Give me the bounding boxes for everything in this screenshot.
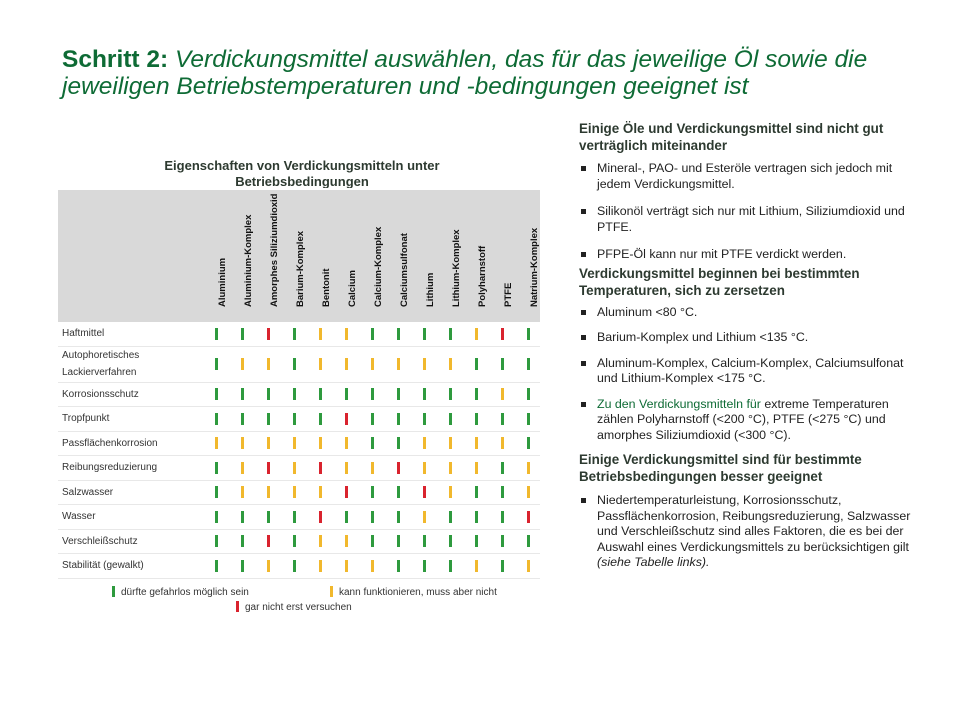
rating-mark bbox=[475, 328, 478, 340]
column-header-label: Calcium bbox=[347, 270, 358, 307]
rating-mark bbox=[397, 486, 400, 498]
rating-mark bbox=[293, 413, 296, 425]
rating-mark bbox=[397, 535, 400, 547]
table-row bbox=[58, 383, 540, 408]
rating-mark bbox=[449, 437, 452, 449]
table-row bbox=[58, 407, 540, 432]
rating-mark bbox=[345, 437, 348, 449]
rating-mark bbox=[215, 462, 218, 474]
column-header bbox=[204, 190, 230, 322]
rating-mark bbox=[319, 328, 322, 340]
table-row bbox=[58, 432, 540, 457]
section2-heading: Verdickungsmittel beginnen bei bestimmten Temperaturen, sich zu zersetzen bbox=[579, 265, 860, 298]
legend-swatch-yellow bbox=[330, 586, 333, 597]
rating-mark bbox=[475, 560, 478, 572]
rating-mark bbox=[475, 413, 478, 425]
rating-mark bbox=[241, 511, 244, 523]
rating-mark bbox=[449, 486, 452, 498]
rating-mark bbox=[449, 560, 452, 572]
rating-mark bbox=[319, 486, 322, 498]
rating-mark bbox=[501, 328, 504, 340]
column-header bbox=[516, 190, 542, 322]
rating-mark bbox=[501, 486, 504, 498]
title-step: Schritt 2: bbox=[62, 46, 169, 73]
rating-mark bbox=[267, 511, 270, 523]
rating-mark bbox=[319, 358, 322, 370]
rating-mark bbox=[293, 437, 296, 449]
rating-mark bbox=[345, 388, 348, 400]
rating-mark bbox=[527, 413, 530, 425]
column-header-label: Natrium-Komplex bbox=[529, 227, 540, 307]
rating-mark bbox=[449, 358, 452, 370]
table-row bbox=[58, 322, 540, 347]
rating-mark bbox=[267, 535, 270, 547]
rating-mark bbox=[345, 413, 348, 425]
list-item: Barium-Komplex und Lithium <135 °C. bbox=[579, 330, 924, 346]
list-item: Aluminum <80 °C. bbox=[579, 305, 924, 321]
rating-mark bbox=[449, 413, 452, 425]
rating-mark bbox=[527, 560, 530, 572]
table-row bbox=[58, 347, 540, 383]
rating-mark bbox=[371, 511, 374, 523]
rating-mark bbox=[423, 388, 426, 400]
rating-mark bbox=[319, 462, 322, 474]
rating-mark bbox=[215, 486, 218, 498]
legend-label-good: dürfte gefahrlos möglich sein bbox=[121, 587, 249, 598]
rating-mark bbox=[423, 413, 426, 425]
row-label: Reibungsreduzierung bbox=[62, 462, 158, 474]
list-item: PFPE-Öl kann nur mit PTFE verdickt werden. bbox=[579, 247, 924, 263]
rating-mark bbox=[319, 511, 322, 523]
rating-mark bbox=[241, 358, 244, 370]
rating-mark bbox=[527, 437, 530, 449]
rating-mark bbox=[345, 560, 348, 572]
rating-mark bbox=[241, 486, 244, 498]
table-header bbox=[58, 190, 540, 322]
row-label: Tropfpunkt bbox=[62, 413, 110, 425]
rating-mark bbox=[293, 388, 296, 400]
rating-mark bbox=[267, 358, 270, 370]
rating-mark bbox=[293, 358, 296, 370]
rating-mark bbox=[371, 388, 374, 400]
rating-mark bbox=[215, 437, 218, 449]
rating-mark bbox=[293, 560, 296, 572]
rating-mark bbox=[475, 486, 478, 498]
table-row bbox=[58, 456, 540, 481]
legend-item-maybe bbox=[330, 586, 497, 598]
column-header bbox=[464, 190, 490, 322]
rating-mark bbox=[319, 388, 322, 400]
rating-mark bbox=[423, 358, 426, 370]
row-label: Wasser bbox=[62, 511, 96, 523]
column-header-label: Lithium bbox=[425, 272, 436, 307]
rating-mark bbox=[397, 462, 400, 474]
highlight-text: Zu den Verdickungsmitteln für bbox=[597, 396, 761, 411]
rating-mark bbox=[241, 560, 244, 572]
column-header-label: Bentonit bbox=[321, 268, 332, 307]
rating-mark bbox=[527, 535, 530, 547]
section1-heading: Einige Öle und Verdickungsmittel sind nicht gut verträglich miteinander bbox=[579, 121, 884, 153]
column-header-label: Aluminium-Komplex bbox=[243, 214, 254, 307]
rating-mark bbox=[501, 462, 504, 474]
rating-mark bbox=[345, 486, 348, 498]
rating-mark bbox=[371, 462, 374, 474]
rating-mark bbox=[423, 437, 426, 449]
rating-mark bbox=[423, 535, 426, 547]
rating-mark bbox=[397, 358, 400, 370]
column-header bbox=[360, 190, 386, 322]
rating-mark bbox=[345, 358, 348, 370]
rating-mark bbox=[501, 560, 504, 572]
rating-mark bbox=[293, 328, 296, 340]
legend-item-bad bbox=[236, 601, 352, 613]
rating-mark bbox=[241, 462, 244, 474]
rating-mark bbox=[293, 535, 296, 547]
rating-mark bbox=[527, 388, 530, 400]
column-header-label: Calcium-Komplex bbox=[373, 226, 384, 307]
rating-mark bbox=[423, 486, 426, 498]
column-header-label: Barium-Komplex bbox=[295, 230, 306, 307]
rating-mark bbox=[475, 511, 478, 523]
rating-mark bbox=[215, 388, 218, 400]
section3-heading: Einige Verdickungsmittel sind für bestimmte Betriebsbedingungen besser geeignet bbox=[579, 452, 862, 484]
column-header bbox=[308, 190, 334, 322]
table-caption: Eigenschaften von Verdickungsmitteln unter Betriebsbedingungen bbox=[164, 158, 440, 188]
rating-mark bbox=[527, 358, 530, 370]
rating-mark bbox=[215, 535, 218, 547]
rating-mark bbox=[475, 358, 478, 370]
rating-mark bbox=[241, 535, 244, 547]
rating-mark bbox=[397, 437, 400, 449]
column-header-label: Lithium-Komplex bbox=[451, 229, 462, 307]
rating-mark bbox=[501, 358, 504, 370]
list-item: Silikonöl verträgt sich nur mit Lithium, Siliziumdioxid und PTFE. bbox=[579, 204, 924, 235]
rating-mark bbox=[449, 462, 452, 474]
rating-mark bbox=[371, 560, 374, 572]
rating-mark bbox=[527, 511, 530, 523]
rating-mark bbox=[423, 560, 426, 572]
rating-mark bbox=[371, 413, 374, 425]
rating-mark bbox=[397, 328, 400, 340]
column-header bbox=[412, 190, 438, 322]
legend-swatch-green bbox=[112, 586, 115, 597]
table-row bbox=[58, 505, 540, 530]
table-row bbox=[58, 481, 540, 506]
row-label: Autophoretisches Lackierverfahren bbox=[62, 350, 140, 378]
row-label: Stabilität (gewalkt) bbox=[62, 560, 144, 572]
page-title bbox=[62, 46, 942, 100]
legend-label-bad: gar nicht erst versuchen bbox=[245, 602, 352, 613]
column-header bbox=[334, 190, 360, 322]
rating-mark bbox=[449, 388, 452, 400]
rating-mark bbox=[267, 388, 270, 400]
rating-mark bbox=[293, 511, 296, 523]
rating-mark bbox=[345, 511, 348, 523]
list-item: Mineral-, PAO- und Esteröle vertragen sich jedoch mit jedem Verdickungsmittel. bbox=[579, 161, 924, 192]
rating-mark bbox=[475, 462, 478, 474]
table-row bbox=[58, 530, 540, 555]
rating-mark bbox=[267, 328, 270, 340]
rating-mark bbox=[345, 328, 348, 340]
rating-mark bbox=[371, 437, 374, 449]
column-header bbox=[282, 190, 308, 322]
rating-mark bbox=[319, 437, 322, 449]
rating-mark bbox=[241, 388, 244, 400]
rating-mark bbox=[423, 328, 426, 340]
rating-mark bbox=[501, 388, 504, 400]
rating-mark bbox=[397, 511, 400, 523]
table-body bbox=[58, 322, 540, 579]
rating-mark bbox=[241, 328, 244, 340]
rating-mark bbox=[215, 560, 218, 572]
rating-mark bbox=[527, 462, 530, 474]
rating-mark bbox=[501, 535, 504, 547]
rating-mark bbox=[371, 486, 374, 498]
column-header bbox=[438, 190, 464, 322]
column-header bbox=[230, 190, 256, 322]
row-label: Haftmittel bbox=[62, 328, 105, 340]
table-row bbox=[58, 554, 540, 579]
rating-mark bbox=[267, 462, 270, 474]
rating-mark bbox=[345, 462, 348, 474]
column-header-label: Calciumsulfonat bbox=[399, 233, 410, 307]
rating-mark bbox=[215, 358, 218, 370]
rating-mark bbox=[423, 462, 426, 474]
legend-item-good bbox=[112, 586, 249, 598]
section1-list bbox=[579, 161, 924, 263]
column-header-label: Aluminium bbox=[217, 257, 228, 307]
rating-mark bbox=[241, 413, 244, 425]
rating-mark bbox=[397, 560, 400, 572]
column-header bbox=[386, 190, 412, 322]
list-item bbox=[579, 493, 924, 571]
rating-mark bbox=[267, 413, 270, 425]
rating-mark bbox=[267, 486, 270, 498]
rating-mark bbox=[527, 486, 530, 498]
rating-mark bbox=[423, 511, 426, 523]
rating-mark bbox=[501, 437, 504, 449]
rating-mark bbox=[475, 388, 478, 400]
thickener-table bbox=[58, 190, 540, 579]
list-item: Aluminum-Komplex, Calcium-Komplex, Calciumsulfonat und Lithium-Komplex <175 °C. bbox=[579, 356, 924, 387]
side-notes bbox=[579, 120, 924, 571]
column-header bbox=[490, 190, 516, 322]
rating-mark bbox=[319, 560, 322, 572]
column-header-label: Amorphes Siliziumdioxid bbox=[269, 193, 280, 307]
rating-mark bbox=[319, 413, 322, 425]
rating-mark bbox=[319, 535, 322, 547]
rating-mark bbox=[449, 511, 452, 523]
rating-mark bbox=[215, 328, 218, 340]
row-label: Verschleißschutz bbox=[62, 535, 138, 547]
rating-mark bbox=[371, 535, 374, 547]
rating-mark bbox=[345, 535, 348, 547]
rating-mark bbox=[241, 437, 244, 449]
list-item-text: extreme Temperaturen zählen Polyharnstoff (<200 °C), PTFE (<275 °C) und amorphes Siliziumdioxid (<300 °C). bbox=[597, 396, 889, 442]
list-item bbox=[579, 397, 924, 444]
section2-list bbox=[579, 305, 924, 444]
rating-mark bbox=[527, 328, 530, 340]
rating-mark bbox=[397, 413, 400, 425]
rating-mark bbox=[475, 535, 478, 547]
column-header-label: Polyharnstoff bbox=[477, 245, 488, 307]
table-reference: (siehe Tabelle links). bbox=[597, 555, 710, 569]
list-item-text: Niedertemperaturleistung, Korrosionsschutz, Passflächenkorrosion, Reibungsreduzierung, Salzwasser und Verschleißschutz sind alles Faktoren, die es bei der Auswahl eines Verdickungsmittels zu berücksichtigen gilt bbox=[597, 493, 911, 554]
row-label: Salzwasser bbox=[62, 486, 114, 498]
section3-list bbox=[579, 493, 924, 571]
rating-mark bbox=[371, 328, 374, 340]
rating-mark bbox=[371, 358, 374, 370]
row-label: Passflächenkorrosion bbox=[62, 437, 158, 449]
rating-mark bbox=[267, 560, 270, 572]
title-text: Verdickungsmittel auswählen, das für das jeweilige Öl sowie die jeweiligen Betriebstemperaturen und -bedingungen geeignet ist bbox=[62, 46, 868, 100]
row-label: Korrosionsschutz bbox=[62, 388, 139, 400]
legend-label-maybe: kann funktionieren, muss aber nicht bbox=[339, 587, 497, 598]
rating-mark bbox=[215, 511, 218, 523]
rating-mark bbox=[267, 437, 270, 449]
rating-mark bbox=[501, 511, 504, 523]
rating-mark bbox=[449, 535, 452, 547]
column-header bbox=[256, 190, 282, 322]
rating-mark bbox=[501, 413, 504, 425]
rating-mark bbox=[397, 388, 400, 400]
rating-mark bbox=[475, 437, 478, 449]
rating-mark bbox=[293, 486, 296, 498]
column-header-label: PTFE bbox=[503, 282, 514, 307]
legend-swatch-red bbox=[236, 601, 239, 612]
rating-mark bbox=[293, 462, 296, 474]
rating-mark bbox=[449, 328, 452, 340]
rating-mark bbox=[215, 413, 218, 425]
